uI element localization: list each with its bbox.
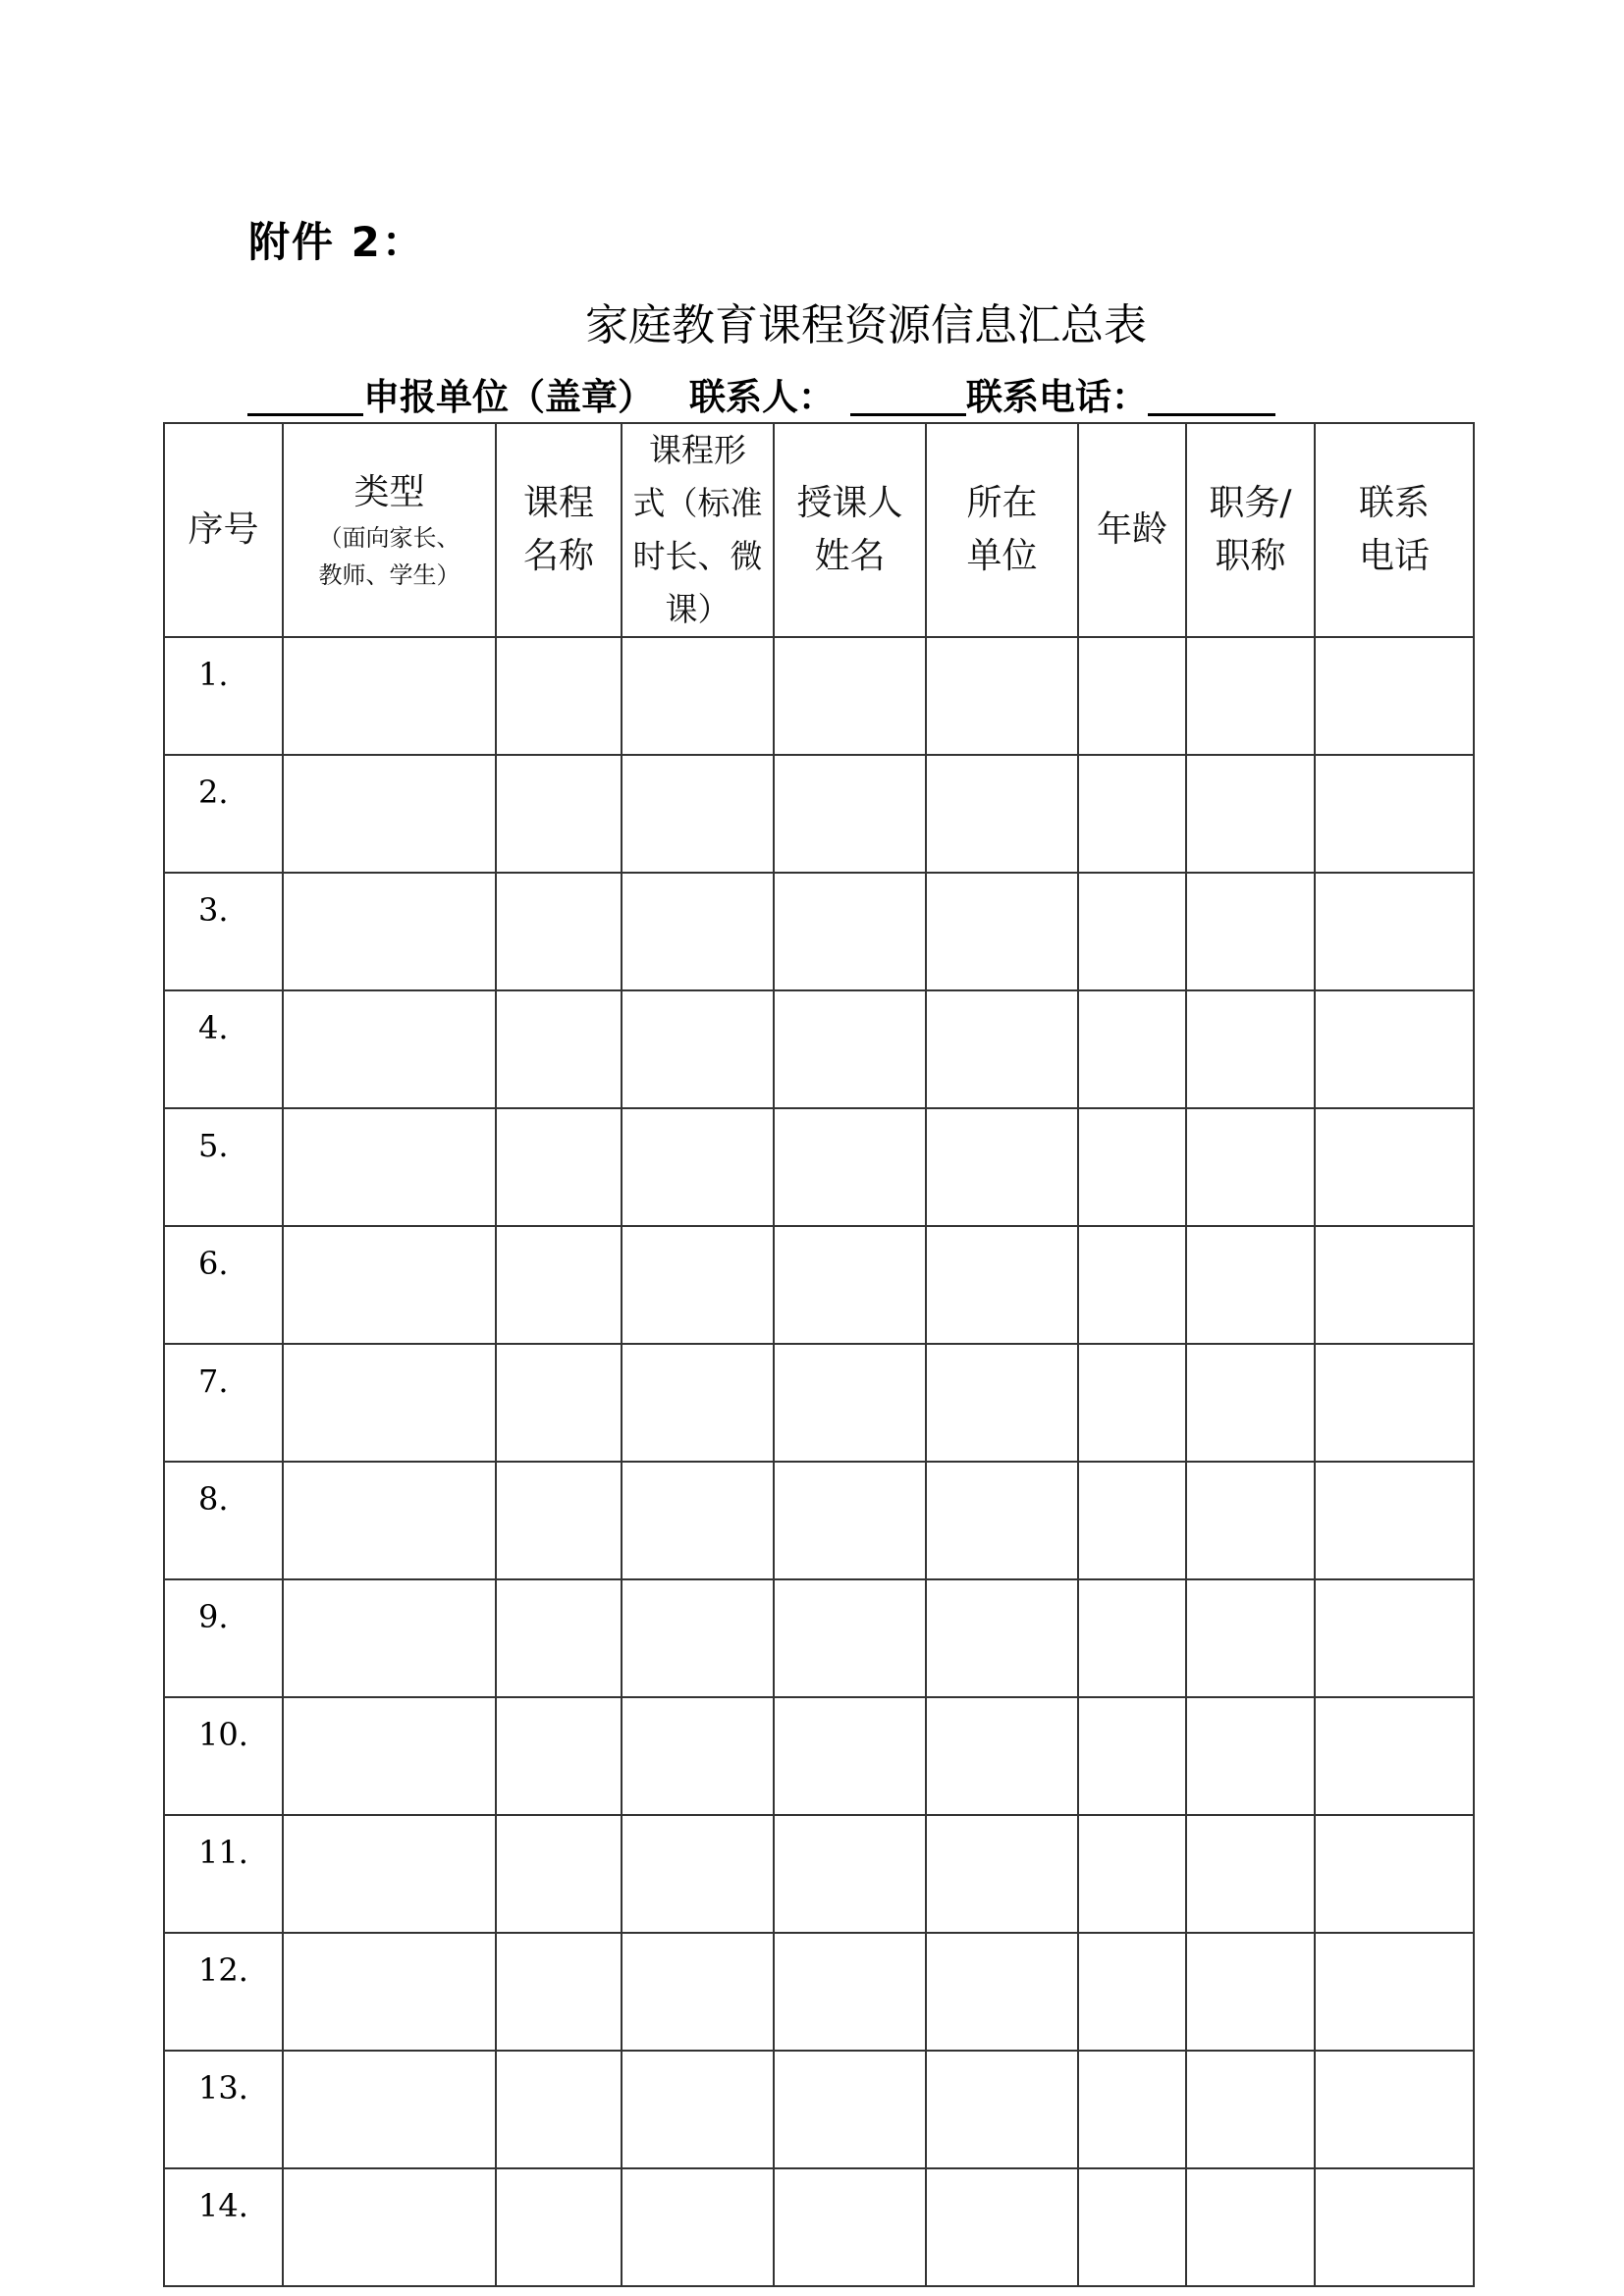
- table-cell[interactable]: [283, 2051, 496, 2168]
- table-cell[interactable]: [622, 1697, 774, 1815]
- table-cell[interactable]: [926, 1697, 1078, 1815]
- header-course-name: 课程 名称: [496, 423, 622, 637]
- table-cell[interactable]: [1186, 1462, 1315, 1579]
- table-row: [164, 990, 1474, 1108]
- table-cell[interactable]: [283, 637, 496, 755]
- table-cell[interactable]: [496, 990, 622, 1108]
- header-unit: 所在 单位: [926, 423, 1078, 637]
- table-cell[interactable]: [926, 990, 1078, 1108]
- table-cell[interactable]: [622, 1815, 774, 1933]
- table-cell[interactable]: [774, 990, 926, 1108]
- table-cell[interactable]: [283, 873, 496, 990]
- table-cell[interactable]: [496, 1344, 622, 1462]
- contact-blank[interactable]: [850, 370, 966, 416]
- table-cell[interactable]: [1186, 1697, 1315, 1815]
- table-cell[interactable]: [1186, 1226, 1315, 1344]
- table-cell[interactable]: [496, 1462, 622, 1579]
- table-cell[interactable]: [283, 1579, 496, 1697]
- table-cell[interactable]: [1078, 1697, 1186, 1815]
- table-cell[interactable]: [622, 1344, 774, 1462]
- table-cell[interactable]: [926, 1226, 1078, 1344]
- table-cell[interactable]: [1078, 1344, 1186, 1462]
- table-cell[interactable]: [496, 1579, 622, 1697]
- row-index: 5.: [164, 1108, 283, 1226]
- table-cell[interactable]: [496, 1815, 622, 1933]
- header-row: [164, 423, 1474, 637]
- table-cell[interactable]: [926, 1815, 1078, 1933]
- header-position: 职务/ 职称: [1186, 423, 1315, 637]
- header-teacher-name: 授课人 姓名: [774, 423, 926, 637]
- table-row: [164, 1108, 1474, 1226]
- table-cell[interactable]: [1186, 2168, 1315, 2286]
- table-cell[interactable]: [283, 1697, 496, 1815]
- row-index: 4.: [164, 990, 283, 1108]
- table-cell[interactable]: [283, 1226, 496, 1344]
- header-course-form: 课程形 式（标准 时长、微 课）: [622, 423, 774, 637]
- table-row: [164, 1462, 1474, 1579]
- table-cell[interactable]: [1315, 2051, 1474, 2168]
- table-cell[interactable]: [1186, 1579, 1315, 1697]
- row-index: 3.: [164, 873, 283, 990]
- row-index: 14.: [164, 2168, 283, 2286]
- table-row: [164, 1226, 1474, 1344]
- table-row: [164, 1579, 1474, 1697]
- table-cell[interactable]: [1078, 873, 1186, 990]
- table-row: [164, 2051, 1474, 2168]
- table-cell[interactable]: [283, 1933, 496, 2051]
- row-index: 7.: [164, 1344, 283, 1462]
- table-cell[interactable]: [1078, 1815, 1186, 1933]
- summary-table: [163, 422, 1475, 2287]
- table-cell[interactable]: [774, 1697, 926, 1815]
- table-cell[interactable]: [1315, 873, 1474, 990]
- table-row: [164, 755, 1474, 873]
- row-index: 10.: [164, 1697, 283, 1815]
- table-cell[interactable]: [1186, 755, 1315, 873]
- table-cell[interactable]: [283, 990, 496, 1108]
- table-cell[interactable]: [622, 1462, 774, 1579]
- table-cell[interactable]: [774, 1815, 926, 1933]
- row-index: 9.: [164, 1579, 283, 1697]
- table-cell[interactable]: [1078, 2051, 1186, 2168]
- page-title: 家庭教育课程资源信息汇总表: [585, 300, 1147, 350]
- table-cell[interactable]: [1315, 1344, 1474, 1462]
- table-cell[interactable]: [926, 1462, 1078, 1579]
- table-row: [164, 1815, 1474, 1933]
- table-cell[interactable]: [1186, 2051, 1315, 2168]
- table-cell[interactable]: [622, 2051, 774, 2168]
- table-cell[interactable]: [774, 1579, 926, 1697]
- table-cell[interactable]: [1186, 1344, 1315, 1462]
- row-index: 11.: [164, 1815, 283, 1933]
- table-cell[interactable]: [926, 1108, 1078, 1226]
- table-cell[interactable]: [1315, 1933, 1474, 2051]
- table-cell[interactable]: [1078, 2168, 1186, 2286]
- table-cell[interactable]: [1078, 637, 1186, 755]
- unit-label: 申报单位（盖章）: [363, 376, 654, 418]
- table-cell[interactable]: [622, 990, 774, 1108]
- table-cell[interactable]: [774, 1108, 926, 1226]
- table-cell[interactable]: [1078, 1108, 1186, 1226]
- row-index: 6.: [164, 1226, 283, 1344]
- table-cell[interactable]: [1186, 873, 1315, 990]
- table-cell[interactable]: [774, 637, 926, 755]
- table-cell[interactable]: [496, 637, 622, 755]
- table-cell[interactable]: [496, 2051, 622, 2168]
- row-index: 2.: [164, 755, 283, 873]
- table-cell[interactable]: [1186, 1815, 1315, 1933]
- attachment-label: 附件 2：: [248, 218, 425, 266]
- table-cell[interactable]: [622, 2168, 774, 2286]
- table-cell[interactable]: [496, 755, 622, 873]
- table-cell[interactable]: [926, 1344, 1078, 1462]
- table-cell[interactable]: [1078, 1579, 1186, 1697]
- table-cell[interactable]: [774, 1226, 926, 1344]
- table-cell[interactable]: [1315, 990, 1474, 1108]
- table-cell[interactable]: [1315, 1697, 1474, 1815]
- table-cell[interactable]: [926, 755, 1078, 873]
- table-cell[interactable]: [926, 2051, 1078, 2168]
- table-cell[interactable]: [496, 1697, 622, 1815]
- table-cell[interactable]: [1078, 755, 1186, 873]
- table-cell[interactable]: [496, 1226, 622, 1344]
- table-cell[interactable]: [622, 637, 774, 755]
- table-cell[interactable]: [622, 1108, 774, 1226]
- table-row: [164, 2168, 1474, 2286]
- table-cell[interactable]: [1186, 637, 1315, 755]
- table-row: [164, 873, 1474, 990]
- table-cell[interactable]: [283, 1344, 496, 1462]
- table-cell[interactable]: [283, 755, 496, 873]
- table-cell[interactable]: [622, 1226, 774, 1344]
- table-cell[interactable]: [774, 2051, 926, 2168]
- table-cell[interactable]: [1078, 990, 1186, 1108]
- table-cell[interactable]: [1315, 755, 1474, 873]
- table-cell[interactable]: [283, 2168, 496, 2286]
- table-cell[interactable]: [1078, 1462, 1186, 1579]
- unit-blank[interactable]: [247, 370, 363, 416]
- table-cell[interactable]: [926, 2168, 1078, 2286]
- table-row: [164, 1344, 1474, 1462]
- table-cell[interactable]: [774, 1462, 926, 1579]
- table-cell[interactable]: [1078, 1933, 1186, 2051]
- table-cell[interactable]: [496, 2168, 622, 2286]
- table-cell[interactable]: [774, 873, 926, 990]
- table-cell[interactable]: [774, 2168, 926, 2286]
- header-phone: 联系 电话: [1315, 423, 1474, 637]
- form-meta-line: [247, 365, 1275, 420]
- table-cell[interactable]: [622, 1933, 774, 2051]
- table-cell[interactable]: [1315, 1462, 1474, 1579]
- table-cell[interactable]: [622, 873, 774, 990]
- table-cell[interactable]: [622, 755, 774, 873]
- table-cell[interactable]: [774, 1933, 926, 2051]
- table-cell[interactable]: [1315, 637, 1474, 755]
- row-index: 8.: [164, 1462, 283, 1579]
- table-cell[interactable]: [774, 1344, 926, 1462]
- header-type: 类型 （面向家长、 教师、学生）: [283, 423, 496, 637]
- table-row: [164, 637, 1474, 755]
- header-index: 序号: [164, 423, 283, 637]
- table-cell[interactable]: [283, 1815, 496, 1933]
- phone-label: 联系电话：: [966, 376, 1148, 418]
- table-cell[interactable]: [496, 1933, 622, 2051]
- table-cell[interactable]: [1315, 1815, 1474, 1933]
- row-index: 12.: [164, 1933, 283, 2051]
- table-cell[interactable]: [1315, 1108, 1474, 1226]
- table-cell[interactable]: [496, 1108, 622, 1226]
- phone-blank[interactable]: [1148, 370, 1275, 416]
- table-cell[interactable]: [283, 1108, 496, 1226]
- table-row: [164, 1933, 1474, 2051]
- table-cell[interactable]: [926, 873, 1078, 990]
- table-cell[interactable]: [926, 637, 1078, 755]
- table-body: [164, 637, 1474, 2286]
- table-cell[interactable]: [1186, 1933, 1315, 2051]
- table-cell[interactable]: [1315, 1579, 1474, 1697]
- table-cell[interactable]: [496, 873, 622, 990]
- contact-label: 联系人：: [689, 376, 835, 418]
- table-cell[interactable]: [283, 1462, 496, 1579]
- table-row: [164, 1697, 1474, 1815]
- row-index: 13.: [164, 2051, 283, 2168]
- table-cell[interactable]: [1078, 1226, 1186, 1344]
- table-cell[interactable]: [1186, 990, 1315, 1108]
- table-cell[interactable]: [926, 1933, 1078, 2051]
- table-cell[interactable]: [1315, 1226, 1474, 1344]
- table-cell[interactable]: [1186, 1108, 1315, 1226]
- header-age: 年龄: [1078, 423, 1186, 637]
- row-index: 1.: [164, 637, 283, 755]
- table-cell[interactable]: [622, 1579, 774, 1697]
- table-cell[interactable]: [926, 1579, 1078, 1697]
- table-cell[interactable]: [1315, 2168, 1474, 2286]
- table-cell[interactable]: [774, 755, 926, 873]
